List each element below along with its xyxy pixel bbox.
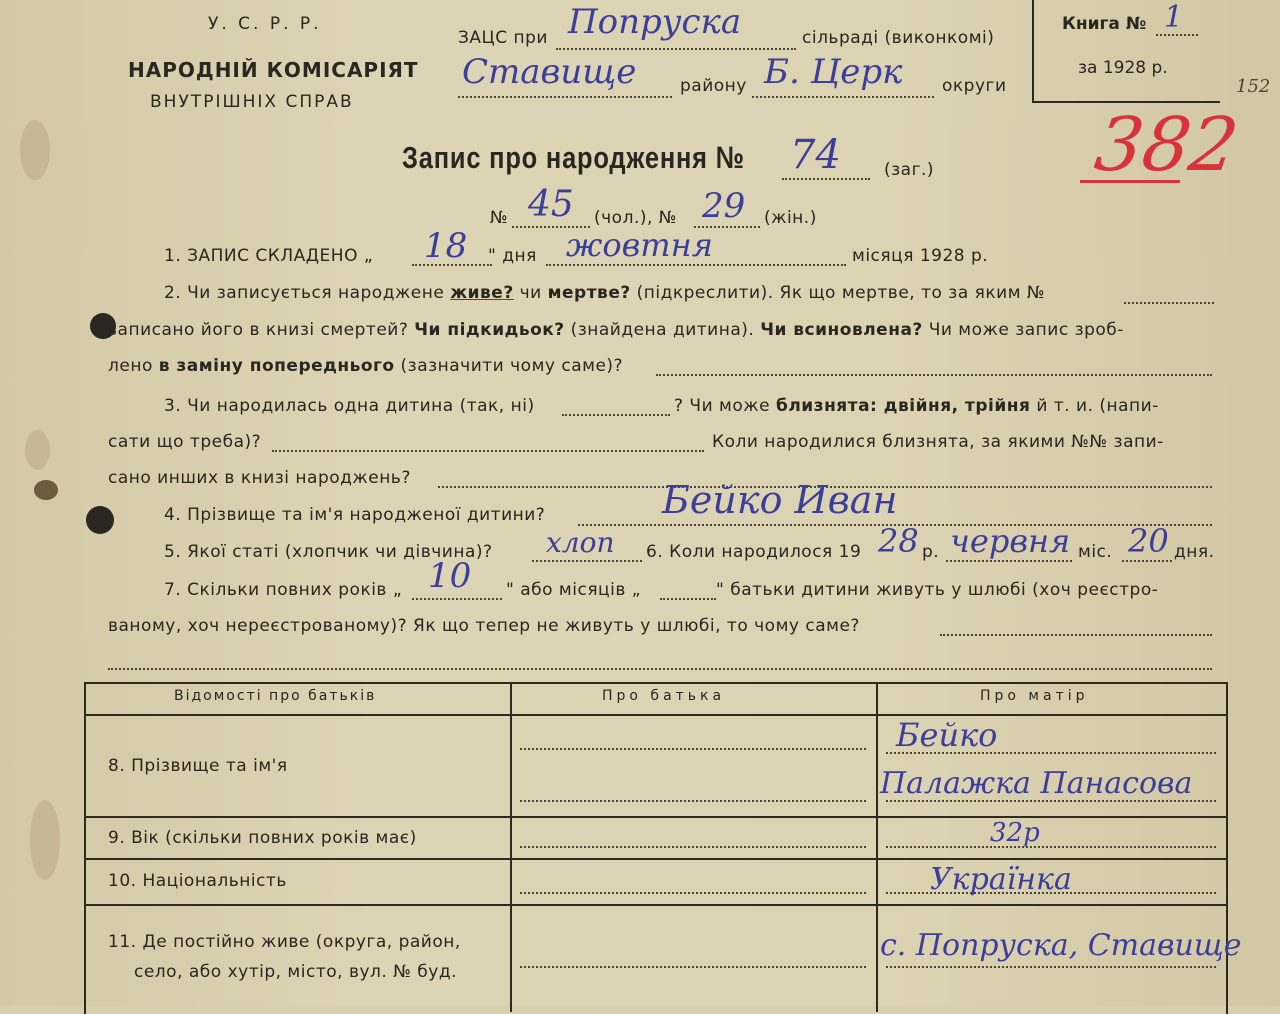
mother-residence-line: [886, 966, 1216, 968]
q2-text: записано його в книзі смертей?: [108, 320, 409, 340]
red-underline: [1080, 180, 1180, 183]
row-residence-label-1: 11. Де постійно живе (округа, район,: [108, 932, 461, 952]
q2-adopted: Чи всиновлена?: [760, 320, 923, 340]
q2-text: чи: [519, 283, 542, 303]
mother-age: 32р: [990, 818, 1040, 848]
q7-extra-line: [108, 668, 1212, 670]
record-number: 74: [790, 132, 841, 178]
q7-years-line: [412, 598, 502, 600]
punch-hole: [34, 480, 58, 500]
row-age-label: 9. Вік (скільки повних років має): [108, 828, 417, 848]
table-row-divider: [84, 904, 1226, 906]
table-row-divider: [84, 858, 1226, 860]
q4-child-name: Бейко Иван: [662, 478, 898, 522]
q1-month-line: [546, 264, 846, 266]
zags-label: ЗАЦС при: [458, 28, 548, 48]
mother-given-name: Палажка Панасова: [880, 766, 1193, 801]
q2-death-number-line: [1124, 302, 1214, 304]
q2-foundling: Чи підкидьок?: [414, 320, 565, 340]
q7-line1c: " батьки дитини живуть у шлюбі (хоч реєстро-: [716, 580, 1159, 600]
father-residence-line: [520, 966, 866, 968]
q3-line1: [674, 396, 1159, 416]
q3-line2a: сати що треба)?: [108, 432, 262, 452]
table-row-divider: [84, 714, 1226, 716]
q6-month: червня: [950, 522, 1071, 560]
record-title: Запис про народження №: [402, 140, 745, 175]
row-name-label: 8. Прізвище та ім'я: [108, 756, 288, 776]
margin-number: 152: [1236, 76, 1271, 97]
q6-mis: міс.: [1078, 542, 1113, 562]
q6-month-line: [946, 560, 1072, 562]
q7-years: 10: [428, 556, 472, 596]
district-value: Ставище: [462, 52, 637, 92]
paper-stain: [20, 120, 50, 180]
paper-stain: [25, 430, 50, 470]
q5-sex: хлоп: [546, 526, 615, 559]
q3-twins: близнята: двійня, трійня: [775, 396, 1031, 416]
zags-line: [556, 48, 796, 50]
region-value: Б. Церк: [764, 52, 903, 92]
title-number-line: [782, 178, 870, 180]
q2-text: (підкреслити). Як що мертве, то за яким №: [636, 283, 1046, 303]
mother-nationality: Українка: [930, 862, 1072, 897]
q7-line2: ваному, хоч нереєстрованому)? Як що тепер не живуть у шлюбі, то чому саме?: [108, 616, 860, 636]
q1-month: жовтня: [566, 226, 713, 264]
q1-day: 18: [424, 226, 468, 266]
row-nationality-label: 10. Національність: [108, 871, 287, 891]
q2-line1: [164, 283, 1045, 303]
header-ministry: ВНУТРІШНІХ СПРАВ: [150, 92, 354, 112]
header-state: У. С. Р. Р.: [208, 14, 322, 34]
table-header-father: Про батька: [602, 688, 726, 704]
q2-text: (знайдена дитина).: [570, 320, 755, 340]
q2-alive: живе?: [450, 283, 514, 303]
q4-label: 4. Прізвище та ім'я народженої дитини?: [164, 505, 546, 525]
book-number: 1: [1164, 0, 1184, 35]
row-residence-label-2: село, або хутір, місто, вул. № буд.: [134, 962, 457, 982]
q1-label: 1. ЗАПИС СКЛАДЕНО „: [164, 246, 374, 266]
table-divider: [876, 682, 878, 1012]
book-box-border: [1032, 0, 1034, 102]
q3-line3: сано инших в книзі народжень?: [108, 468, 411, 488]
q2-replace: в заміну попереднього: [158, 356, 395, 376]
q7-reason-line: [940, 634, 1212, 636]
mother-residence: с. Попруска, Ставище: [880, 928, 1242, 963]
male-number-label: (чол.), №: [594, 208, 677, 228]
mother-age-line: [886, 846, 1216, 848]
q7-line1a: 7. Скільки повних років „: [164, 580, 403, 600]
father-age-line: [520, 846, 866, 848]
header-commissariat: НАРОДНІЙ КОМІСАРІЯТ: [128, 58, 419, 82]
q2-reason-line: [656, 374, 1212, 376]
district-label: району: [680, 76, 747, 96]
q3-twins-line: [272, 450, 704, 452]
q3-line2b: Коли народилися близнята, за якими №№ запи-: [712, 432, 1164, 452]
zags-value: Попруска: [568, 2, 742, 42]
q3-text: й т. и. (напи-: [1036, 396, 1159, 416]
table-header-mother: Про матір: [980, 688, 1089, 704]
q7-months-line: [660, 598, 716, 600]
q6-day: 20: [1128, 522, 1169, 560]
table-header-info: Відомості про батьків: [174, 688, 377, 704]
q3-single-line: [562, 414, 670, 416]
q2-text: лено: [108, 356, 153, 376]
q2-text: Чи може запис зроб-: [928, 320, 1124, 340]
table-row-divider: [84, 816, 1226, 818]
father-name-line: [520, 748, 866, 750]
q6-day-line: [1122, 560, 1172, 562]
q1-day-label: " дня: [488, 246, 537, 266]
q3-line1a: 3. Чи народилась одна дитина (так, ні): [164, 396, 535, 416]
female-number-label: (жін.): [764, 208, 817, 228]
q2-text: (зазначити чому саме)?: [400, 356, 624, 376]
q7-line1b: " або місяців „: [506, 580, 642, 600]
q6-r: р.: [922, 542, 940, 562]
female-number: 29: [702, 186, 746, 226]
record-number-suffix: (заг.): [884, 160, 935, 180]
region-line: [752, 96, 934, 98]
archive-red-number: 382: [1089, 102, 1244, 188]
punch-hole: [86, 506, 114, 534]
mother-surname: Бейко: [896, 716, 998, 754]
book-label: Книга №: [1062, 14, 1147, 34]
q2-line3: [108, 356, 623, 376]
q1-year-label: місяця 1928 р.: [852, 246, 989, 266]
father-name-line: [520, 800, 866, 802]
q2-text: 2. Чи записується народжене: [164, 283, 445, 303]
paper-stain: [30, 800, 60, 880]
male-number: 45: [528, 184, 574, 225]
q5-label: 5. Якої статі (хлопчик чи дівчина)?: [164, 542, 493, 562]
father-nationality-line: [520, 892, 866, 894]
q3-text: ? Чи може: [674, 396, 771, 416]
district-line: [458, 96, 672, 98]
q6-day-label: дня.: [1174, 542, 1215, 562]
sub-number-prefix: №: [490, 208, 509, 228]
q2-line2: [108, 320, 1124, 340]
table-divider: [510, 682, 512, 1012]
book-year: за 1928 р.: [1078, 58, 1168, 78]
q2-dead: мертве?: [547, 283, 631, 303]
council-label: сільраді (виконкомі): [802, 28, 995, 48]
q5-line: [532, 560, 642, 562]
region-label: округи: [942, 76, 1007, 96]
q6-label: 6. Коли народилося 19: [646, 542, 862, 562]
q6-year: 28: [878, 522, 919, 560]
